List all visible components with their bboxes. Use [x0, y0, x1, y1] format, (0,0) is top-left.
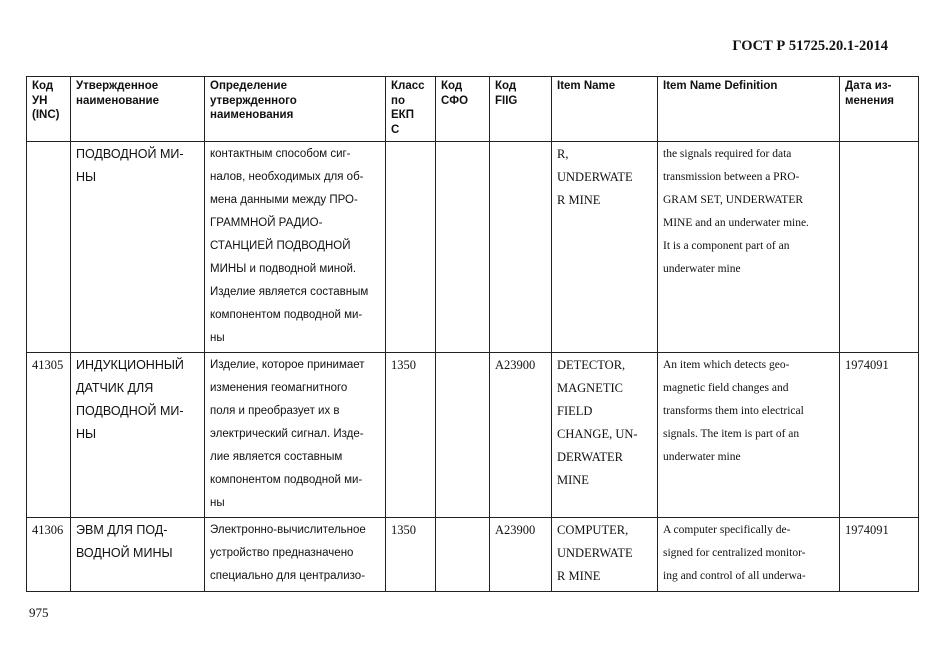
cell-sfo	[436, 518, 490, 592]
col-header-fiig: Код FIIG	[490, 77, 552, 142]
table-header-row	[27, 77, 919, 142]
cell-item-definition: An item which detects geo- magnetic field changes and transforms them into electrical signals. The item is part of an underwater mine	[658, 353, 840, 518]
col-header-definition: Определение утвержденного наименования	[205, 77, 386, 142]
cell-inc	[27, 142, 71, 353]
page-number: 975	[29, 605, 49, 620]
col-header-class: Класс по ЕКП С	[386, 77, 436, 142]
table-row	[27, 142, 919, 353]
cell-approved-name: ИНДУКЦИОННЫЙ ДАТЧИК ДЛЯ ПОДВОДНОЙ МИ- НЫ	[71, 353, 205, 518]
cell-item-definition: A computer specifically de- signed for centralized monitor- ing and control of all underwa-	[658, 518, 840, 592]
cell-sfo	[436, 142, 490, 353]
cell-class: 1350	[386, 518, 436, 592]
table-row	[27, 353, 919, 518]
col-header-change-date: Дата из- менения	[840, 77, 919, 142]
cell-change-date: 1974091	[840, 518, 919, 592]
cell-fiig	[490, 142, 552, 353]
document-code: ГОСТ Р 51725.20.1-2014	[732, 38, 888, 54]
col-header-sfo: Код СФО	[436, 77, 490, 142]
cell-approved-name: ПОДВОДНОЙ МИ- НЫ	[71, 142, 205, 353]
cell-item-name: COMPUTER, UNDERWATE R MINE	[552, 518, 658, 592]
col-header-item-definition: Item Name Definition	[658, 77, 840, 142]
cell-fiig: A23900	[490, 353, 552, 518]
cell-class: 1350	[386, 353, 436, 518]
cell-class	[386, 142, 436, 353]
cell-change-date	[840, 142, 919, 353]
cell-sfo	[436, 353, 490, 518]
cell-change-date: 1974091	[840, 353, 919, 518]
classification-table	[26, 76, 919, 592]
col-header-approved-name: Утвержденное наименование	[71, 77, 205, 142]
cell-inc: 41306	[27, 518, 71, 592]
col-header-inc: Код УН (INC)	[27, 77, 71, 142]
col-header-item-name: Item Name	[552, 77, 658, 142]
table-row	[27, 518, 919, 592]
cell-definition: контактным способом сиг- налов, необходимых для об- мена данными между ПРО- ГРАММНОЙ РАДИО- СТАНЦИЕЙ ПОДВОДНОЙ МИНЫ и подводной миной. Изделие является составным компонентом подводной ми- ны	[205, 142, 386, 353]
cell-item-definition: the signals required for data transmission between a PRO- GRAM SET, UNDERWATER MINE and an underwater mine. It is a component part of an underwater mine	[658, 142, 840, 353]
cell-fiig: A23900	[490, 518, 552, 592]
cell-item-name: R, UNDERWATE R MINE	[552, 142, 658, 353]
cell-definition: Изделие, которое принимает изменения геомагнитного поля и преобразует их в электрический сигнал. Изде- лие является составным компонентом подводной ми- ны	[205, 353, 386, 518]
cell-inc: 41305	[27, 353, 71, 518]
cell-item-name: DETECTOR, MAGNETIC FIELD CHANGE, UN- DERWATER MINE	[552, 353, 658, 518]
cell-definition: Электронно-вычислительное устройство предназначено специально для централизо-	[205, 518, 386, 592]
cell-approved-name: ЭВМ ДЛЯ ПОД- ВОДНОЙ МИНЫ	[71, 518, 205, 592]
